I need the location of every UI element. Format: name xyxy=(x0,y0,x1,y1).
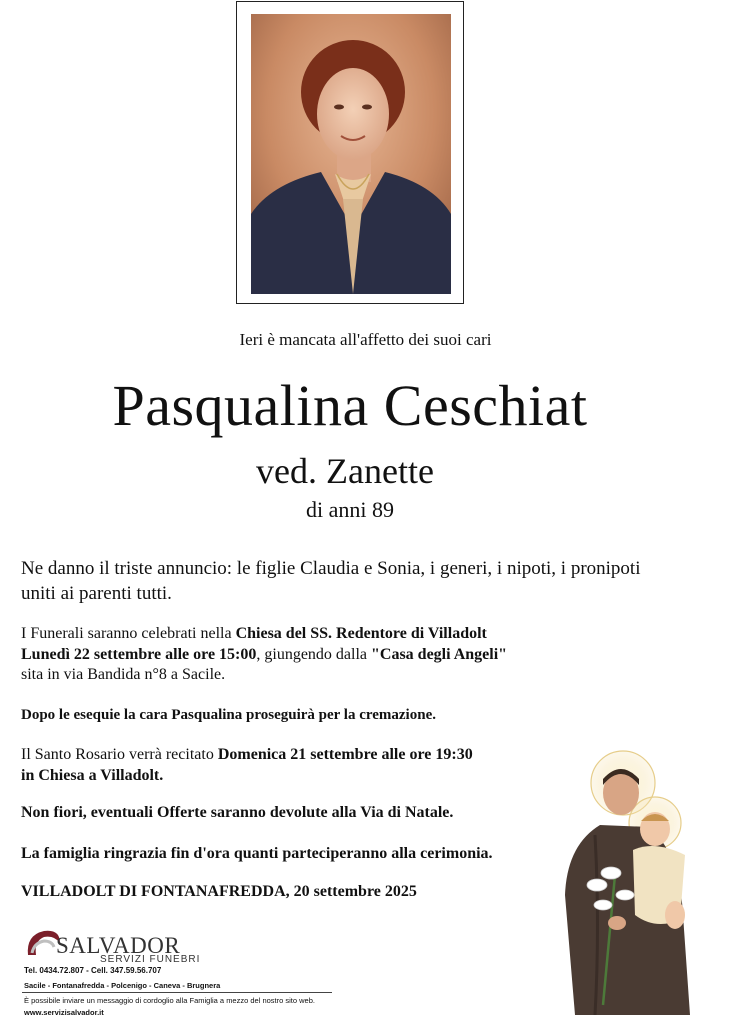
rosary-place: in Chiesa a Villadolt. xyxy=(21,767,164,784)
company-towns: Sacile - Fontanafredda - Polcenigo - Caneva - Brugnera xyxy=(24,981,221,990)
announcement-paragraph: Ne danno il triste annuncio: le figlie Claudia e Sonia, i generi, i nipoti, i pronipoti uniti ai parenti tutti. xyxy=(21,558,641,604)
funeral-home: "Casa degli Angeli" xyxy=(371,645,508,663)
company-contact: Tel. 0434.72.807 - Cell. 347.59.56.707 xyxy=(24,966,162,975)
condolence-note: È possibile inviare un messaggio di cordoglio alla Famiglia a mezzo del nostro sito web. xyxy=(24,996,315,1005)
rosary-text-1: Il Santo Rosario verrà recitato xyxy=(21,746,218,763)
funeral-church: Chiesa del SS. Redentore di Villadolt xyxy=(235,625,487,642)
saint-anthony-image xyxy=(555,745,705,1015)
funeral-paragraph xyxy=(21,624,661,686)
widow-of: ved. Zanette xyxy=(256,451,434,491)
funeral-text-3: sita in via Bandida n°8 a Sacile. xyxy=(21,666,226,683)
funeral-date: Lunedì 22 settembre alle ore 15:00 xyxy=(21,645,257,663)
intro-text: Ieri è mancata all'affetto dei suoi cari xyxy=(239,330,492,349)
portrait-photo-frame xyxy=(236,1,464,304)
flowers-notice: Non fiori, eventuali Offerte saranno devolute alla Via di Natale. xyxy=(21,804,454,821)
funeral-text-2: , giungendo dalla xyxy=(256,645,372,663)
footer-divider xyxy=(22,992,332,993)
company-website[interactable]: www.servizisalvador.it xyxy=(24,1008,104,1017)
thanks-notice: La famiglia ringrazia fin d'ora quanti parteciperanno alla cerimonia. xyxy=(21,845,493,862)
place-date: VILLADOLT DI FONTANAFREDDA, 20 settembre 2025 xyxy=(21,883,417,900)
rosary-date: Domenica 21 settembre alle ore 19:30 xyxy=(217,746,473,763)
funeral-text-1: I Funerali saranno celebrati nella xyxy=(21,625,236,642)
salvador-logo-name: SALVADOR xyxy=(56,933,181,958)
portrait-photo xyxy=(251,14,451,294)
deceased-name: Pasqualina Ceschiat xyxy=(112,373,588,438)
salvador-logo-subtitle: SERVIZI FUNEBRI xyxy=(100,954,201,965)
cremation-notice: Dopo le esequie la cara Pasqualina proseguirà per la cremazione. xyxy=(21,707,436,723)
age-text: di anni 89 xyxy=(306,497,394,522)
